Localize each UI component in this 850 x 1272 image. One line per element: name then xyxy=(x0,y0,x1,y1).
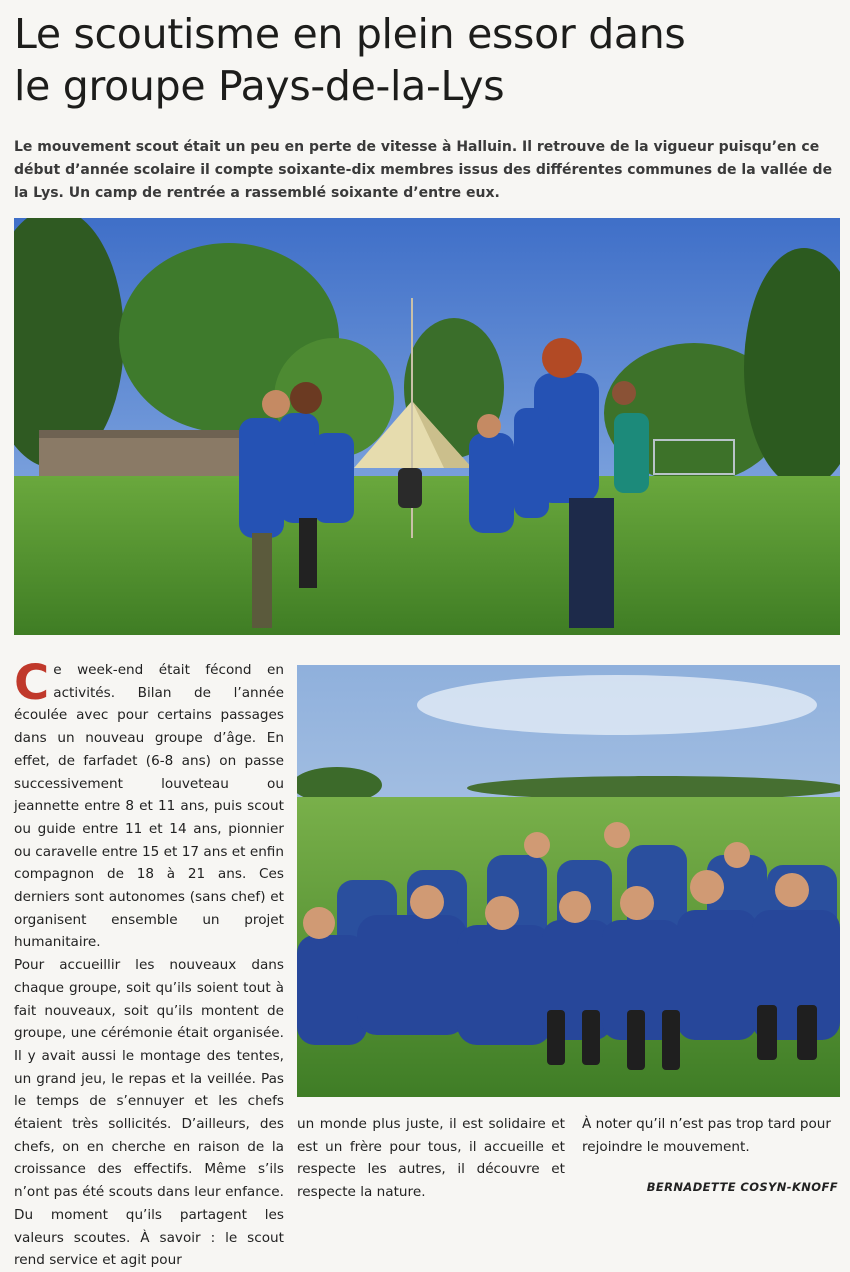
article-column-left xyxy=(14,655,284,1272)
headline-line-2: le groupe Pays-de-la-Lys xyxy=(14,62,505,110)
article-headline xyxy=(14,8,834,112)
paragraph-4: À noter qu’il n’est pas trop tard pour rejoindre le mouvement. xyxy=(582,1116,831,1155)
author-byline: BERNADETTE COSYN-KNOFF xyxy=(646,1180,838,1194)
paragraph-1-text: e week-end était fécond en activités. Bilan de l’année écoulée avec pour certains passages dans un nouveau groupe d’âge. En effet, de farfadet (6-8 ans) on passe successivement louveteau ou jeannette entre 8 et 11 ans, puis scout ou guide entre 11 et 14 ans, pionnier ou caravelle entre 15 et 17 ans et enfin compagnon de 18 à 21 ans. Ces derniers sont autonomes (sans chef) et organisent ensemble un projet humanitaire. xyxy=(14,662,284,951)
photo-group-seated xyxy=(297,665,840,1097)
headline-line-1: Le scoutisme en plein essor dans xyxy=(14,10,686,58)
article-lede: Le mouvement scout était un peu en perte de vitesse à Halluin. Il retrouve de la vigueur puisqu’en ce début d’année scolaire il compte soixante-dix membres issus des différentes communes de la vallée de la Lys. Un camp de rentrée a rassemblé soixante d’entre eux. xyxy=(14,139,833,201)
paragraph-2: Pour accueillir les nouveaux dans chaque groupe, soit qu’ils soient tout à fait nouveaux, soit qu’ils montent de groupe, une cérémonie était organisée. Il y avait aussi le montage des tentes, un grand jeu, le repas et la veillée. Pas le temps de s’ennuyer et les chefs étaient très sollicités. D’ailleurs, des chefs, on en cherche en raison de la croissance des effectifs. Même s’ils n’ont pas été scouts dans leur enfance. Du moment qu’ils partagent les valeurs scoutes. À savoir : le scout rend service et agit pour xyxy=(14,957,284,1269)
paragraph-1 xyxy=(14,655,284,954)
photo-tent-pitching xyxy=(14,218,840,635)
article-column-right xyxy=(582,1113,840,1158)
drop-cap: C xyxy=(14,655,50,711)
paragraph-3: un monde plus juste, il est solidaire et est un frère pour tous, il accueille et respecte les autres, il découvre et respecte la nature. xyxy=(297,1116,565,1201)
article-column-middle xyxy=(297,1113,565,1204)
